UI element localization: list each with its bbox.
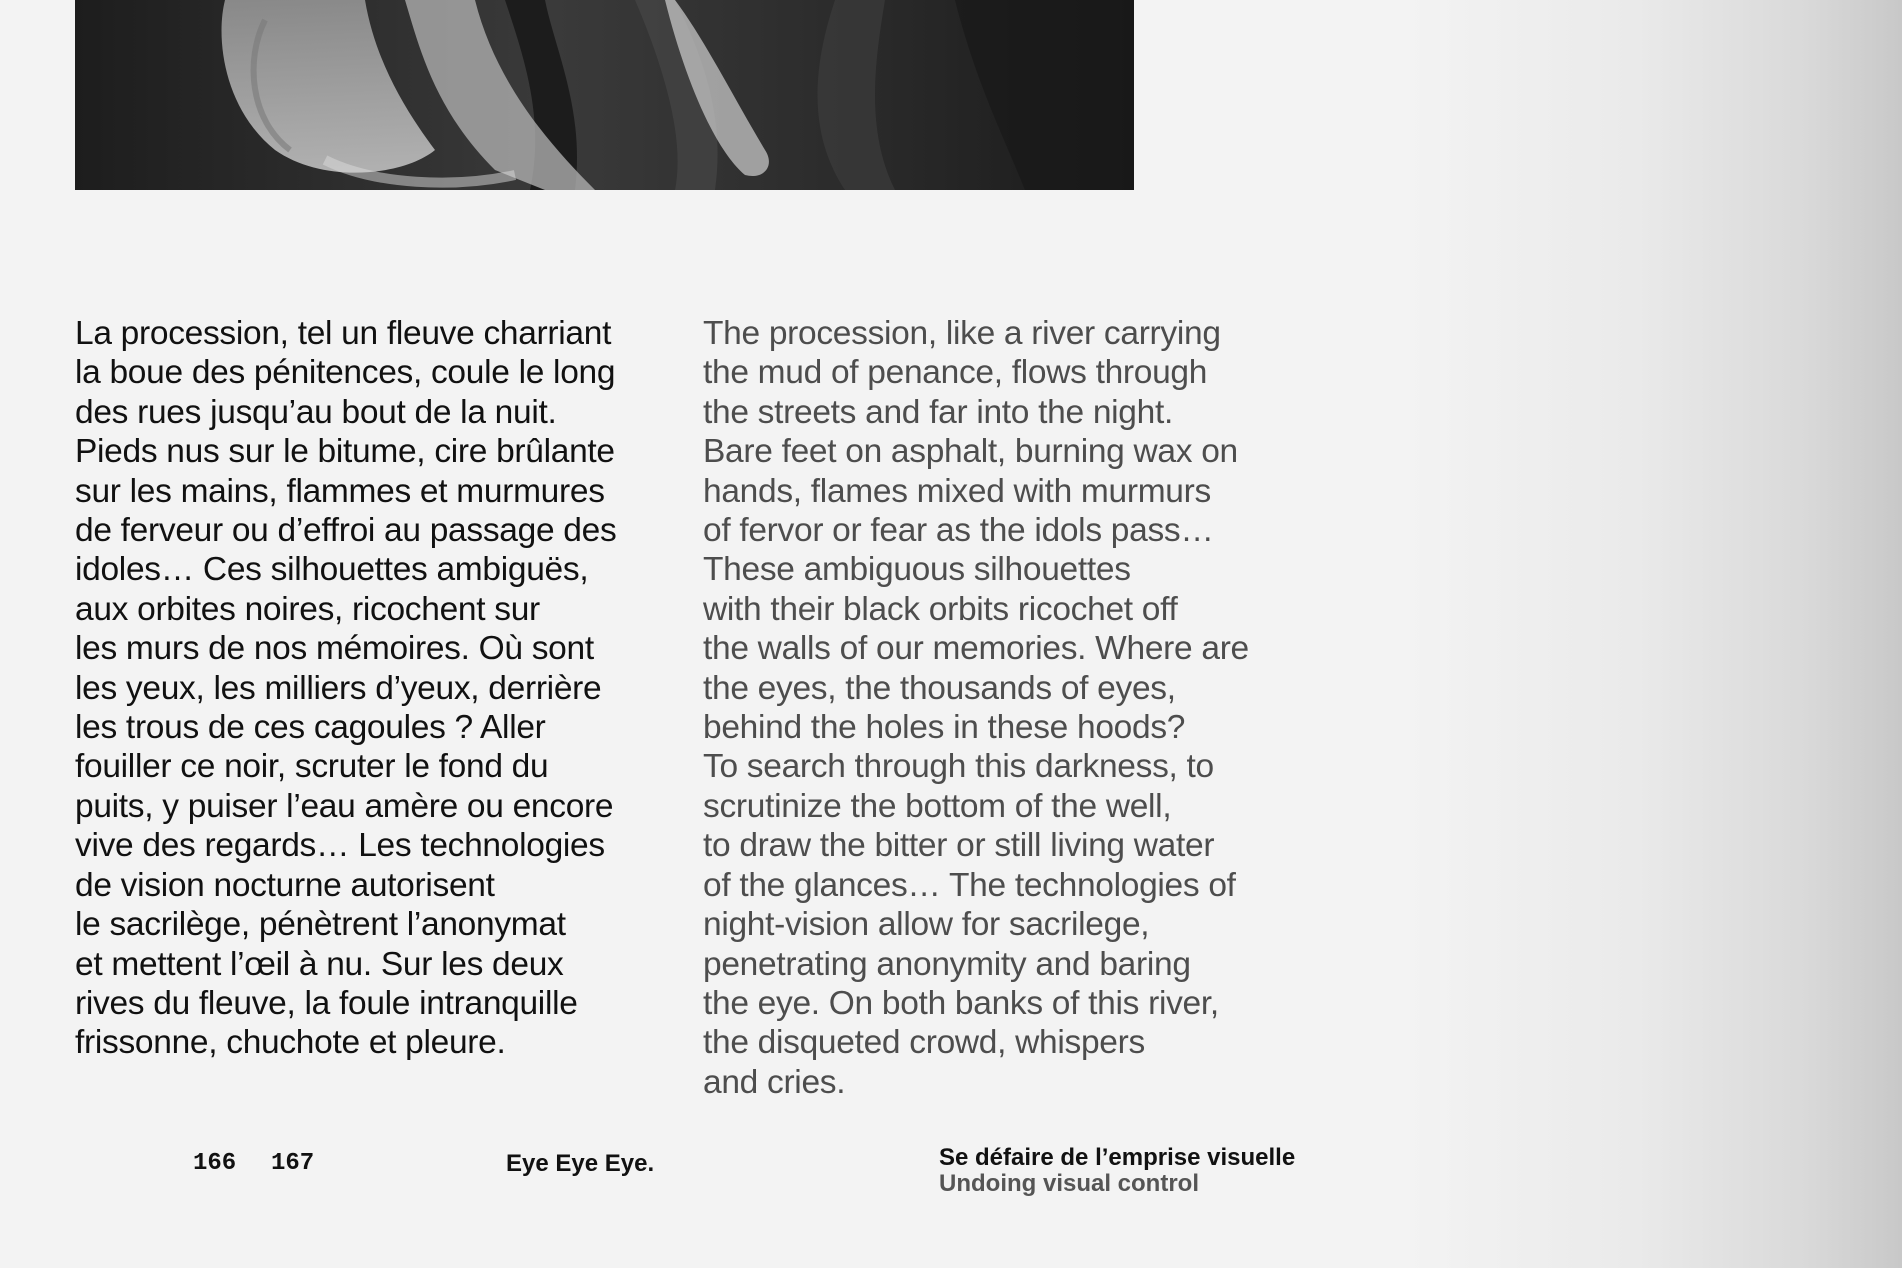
text-line: le sacrilège, pénètrent l’anonymat <box>75 906 566 944</box>
text-line: penetrating anonymity and baring <box>703 945 1191 983</box>
text-line: Pieds nus sur le bitume, cire brûlante <box>75 433 615 471</box>
text-line: the mud of penance, flows through <box>703 354 1208 392</box>
book-title: Eye Eye Eye. <box>506 1150 655 1177</box>
text-line: hands, flames mixed with murmurs <box>703 472 1211 510</box>
text-line: to draw the bitter or still living water <box>703 827 1215 865</box>
text-line: puits, y puiser l’eau amère ou encore <box>75 787 614 825</box>
text-line: To search through this darkness, to <box>703 748 1214 786</box>
text-line: the walls of our memories. Where are <box>703 630 1249 668</box>
page-number-right: 167 <box>271 1150 315 1177</box>
text-line: Bare feet on asphalt, burning wax on <box>703 433 1238 471</box>
text-line: The procession, like a river carrying <box>703 315 1221 352</box>
text-line: scrutinize the bottom of the well, <box>703 787 1172 825</box>
photo-hands-icon <box>75 0 1134 190</box>
text-line: sur les mains, flammes et murmures <box>75 472 605 510</box>
text-line: the disqueted crowd, whispers <box>703 1024 1145 1062</box>
text-line: the eye. On both banks of this river, <box>703 984 1219 1022</box>
text-line: fouiller ce noir, scruter le fond du <box>75 748 549 786</box>
text-line: night-vision allow for sacrilege, <box>703 906 1150 944</box>
text-line: et mettent l’œil à nu. Sur les deux <box>75 945 564 983</box>
page-number-left: 166 <box>193 1150 237 1177</box>
text-line: the streets and far into the night. <box>703 393 1173 431</box>
text-line: La procession, tel un fleuve charriant <box>75 315 612 352</box>
body-text-english <box>703 314 1249 1102</box>
section-title-french: Se défaire de l’emprise visuelle <box>939 1144 1296 1171</box>
text-line: de ferveur ou d’effroi au passage des <box>75 512 617 550</box>
text-line: aux orbites noires, ricochent sur <box>75 590 540 628</box>
text-line: These ambiguous silhouettes <box>703 551 1131 589</box>
text-line: with their black orbits ricochet off <box>703 590 1178 628</box>
text-line: of fervor or fear as the idols pass… <box>703 512 1214 550</box>
text-line: vive des regards… Les technologies <box>75 827 605 865</box>
text-line: rives du fleuve, la foule intranquille <box>75 984 578 1022</box>
text-line: des rues jusqu’au bout de la nuit. <box>75 393 557 431</box>
text-line: de vision nocturne autorisent <box>75 866 495 904</box>
text-line: of the glances… The technologies of <box>703 866 1236 904</box>
photo-image <box>75 0 1134 190</box>
text-line: idoles… Ces silhouettes ambiguës, <box>75 551 589 589</box>
text-line: les yeux, les milliers d’yeux, derrière <box>75 669 602 707</box>
text-line: frissonne, chuchote et pleure. <box>75 1024 506 1062</box>
text-line: la boue des pénitences, coule le long <box>75 354 616 392</box>
body-text-french <box>75 314 616 1063</box>
text-line: les murs de nos mémoires. Où sont <box>75 630 594 668</box>
text-line: the eyes, the thousands of eyes, <box>703 669 1176 707</box>
section-title-english: Undoing visual control <box>939 1170 1200 1197</box>
text-line: and cries. <box>703 1063 846 1101</box>
text-line: behind the holes in these hoods? <box>703 709 1186 747</box>
text-line: les trous de ces cagoules ? Aller <box>75 709 546 747</box>
